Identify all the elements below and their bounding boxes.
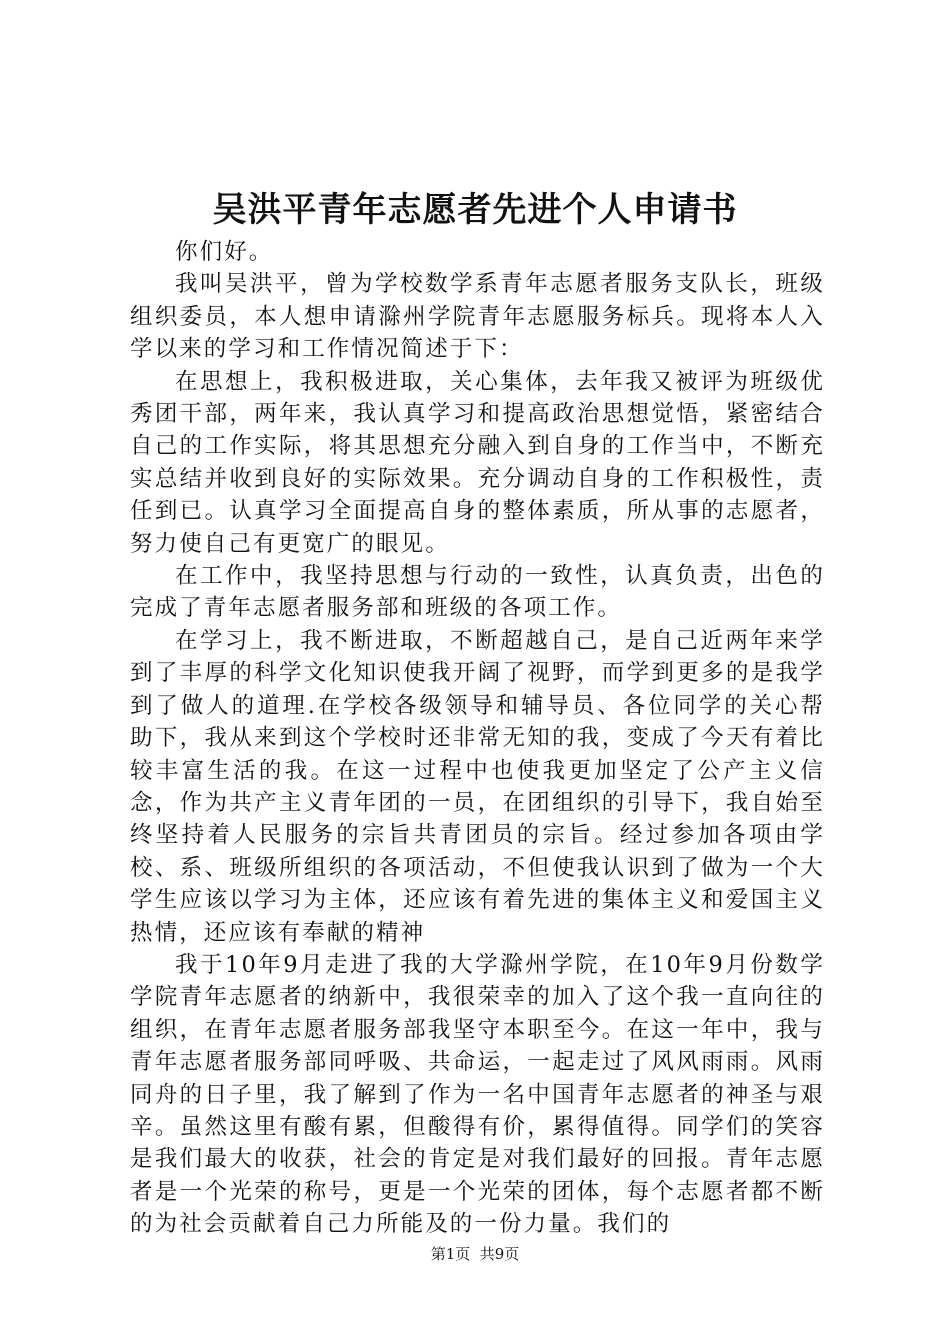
paragraph-volunteer-experience: 我于10年9月走进了我的大学滁州学院，在10年9月份数学学院青年志愿者的纳新中，我很荣幸的加入了这个我一直向往的组织，在青年志愿者服务部我坚守本职至今。在这一年中，我与青年志愿者服务部同呼吸、共命运，一起走过了风风雨雨。风雨同舟的日子里，我了解到了作为一名中国青年志愿者的神圣与艰辛。虽然这里有酸有累，但酸得有价，累得值得。同学们的笑容是我们最大的收获，社会的肯定是对我们最好的回报。青年志愿者是一个光荣的称号，更是一个光荣的团体，每个志愿者都不断的为社会贡献着自己力所能及的一份力量。我们的 — [130, 951, 825, 1238]
document-body — [130, 236, 825, 1241]
document-title: 吴洪平青年志愿者先进个人申请书 — [212, 190, 738, 230]
paragraph-introduction: 我叫吴洪平，曾为学校数学系青年志愿者服务支队长，班级组织委员，本人想申请滁州学院青年志愿服务标兵。现将本人入学以来的学习和工作情况简述于下： — [130, 271, 825, 363]
paragraph-work: 在工作中，我坚持思想与行动的一致性，认真负责，出色的完成了青年志愿者服务部和班级的各项工作。 — [130, 563, 825, 622]
paragraph-greeting: 你们好。 — [175, 239, 274, 265]
paragraph-study: 在学习上，我不断进取，不断超越自己，是自己近两年来学到了丰厚的科学文化知识使我开阔了视野，而学到更多的是我学到了做人的道理.在学校各级领导和辅导员、各位同学的关心帮助下，我从来到这个学校时还非常无知的我，变成了今天有着比较丰富生活的我。在这一过程中也使我更加坚定了公产主义信念，作为共产主义青年团的一员，在团组织的引导下，我自始至终坚持着人民服务的宗旨共青团员的宗旨。经过参加各项由学校、系、班级所组织的各项活动，不但使我认识到了做为一个大学生应该以学习为主体，还应该有着先进的集体主义和爱国主义热情，还应该有奉献的精神 — [130, 627, 825, 946]
page-number-footer: 第1页 共9页 — [430, 1245, 520, 1263]
paragraph-ideology: 在思想上，我积极进取，关心集体，去年我又被评为班级优秀团干部，两年来，我认真学习和提高政治思想觉悟，紧密结合自己的工作实际，将其思想充分融入到自身的工作当中，不断充实总结并收到良好的实际效果。充分调动自身的工作积极性，责任到已。认真学习全面提高自身的整体素质，所从事的志愿者，努力使自己有更宽广的眼见。 — [130, 368, 825, 557]
